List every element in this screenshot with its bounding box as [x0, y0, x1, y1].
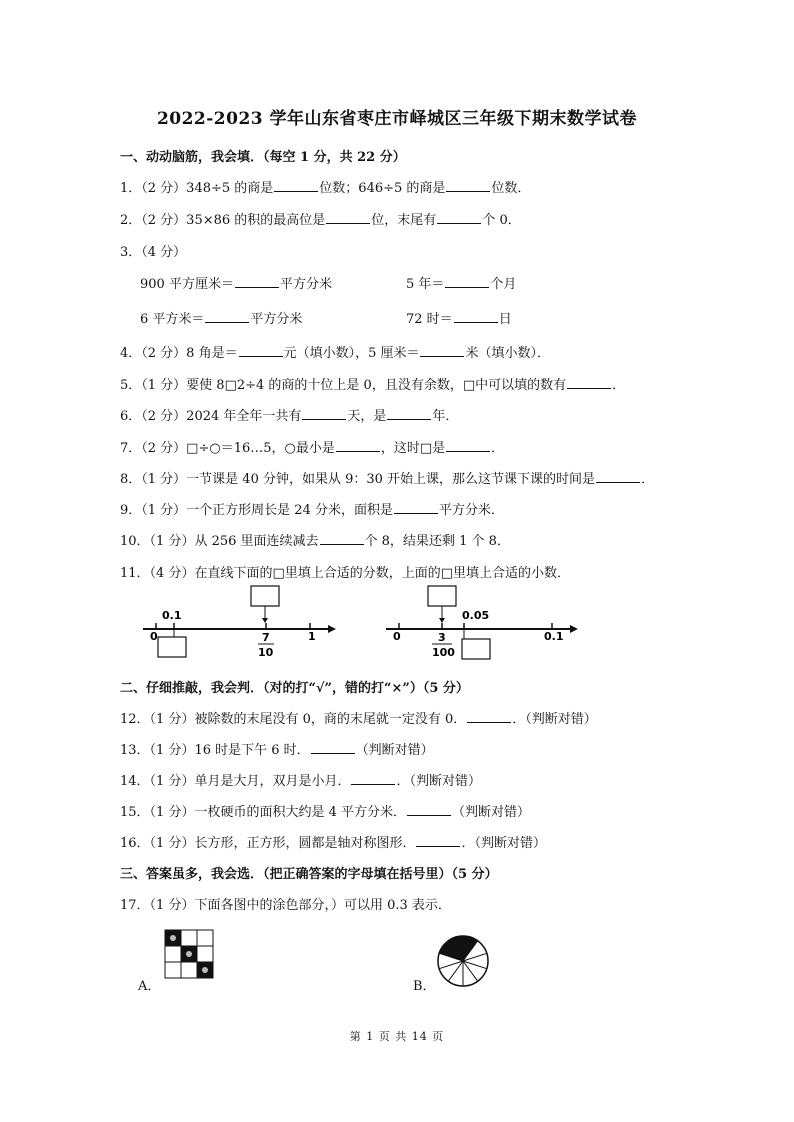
section-3-heading: 三、答案虽多，我会选．（把正确答案的字母填在括号里）（5 分） [120, 867, 498, 882]
q2-text-a: 2．（2 分）35×86 的积的最高位是 [120, 213, 326, 228]
q2-text-c: 个 0． [482, 213, 521, 228]
q2-text-b: 位，末尾有 [371, 213, 437, 228]
label-0.05: 0.05 [462, 609, 490, 622]
answer-blank[interactable] [437, 211, 481, 224]
decimal-answer-box[interactable] [428, 586, 456, 606]
q14-text-a: 14．（1 分）单月是大月，双月是小月． [120, 774, 351, 789]
fraction-denominator: 100 [432, 646, 455, 659]
question-13 [120, 739, 434, 758]
grid-cell [197, 930, 213, 946]
answer-blank[interactable] [274, 179, 318, 192]
q3-text: 平方分米 [279, 277, 332, 292]
number-line-1 [138, 585, 338, 663]
q3-item-4 [406, 308, 512, 327]
q3-text: 平方分米 [250, 312, 303, 327]
q3-item-2 [406, 273, 516, 292]
q3-item-1 [140, 273, 332, 292]
answer-blank[interactable] [311, 741, 355, 754]
section-2-heading: 二、仔细推敲，我会判．（对的打“√”，错的打“×”）（5 分） [120, 681, 469, 696]
question-6 [120, 405, 458, 424]
question-4 [120, 342, 550, 361]
arrow-down-icon [439, 618, 445, 623]
question-16 [120, 832, 546, 851]
q15-text-b: （判断对错） [451, 805, 530, 820]
q8-text-b: ． [641, 472, 655, 487]
arrow-head-icon [570, 625, 578, 633]
label-0: 0 [150, 630, 158, 643]
answer-blank[interactable] [326, 211, 370, 224]
answer-blank[interactable] [445, 275, 489, 288]
q3-text: 5 年＝ [406, 277, 445, 292]
question-14 [120, 770, 481, 789]
q12-text-a: 12．（1 分）被除数的末尾没有 0，商的末尾就一定没有 0． [120, 712, 467, 727]
q3-text: 日 [498, 312, 512, 327]
answer-blank[interactable] [454, 310, 498, 323]
shade-highlight [186, 951, 192, 957]
question-10 [120, 530, 510, 549]
shade-highlight [170, 935, 176, 941]
answer-blank[interactable] [446, 439, 490, 452]
q1-text-b: 位数；646÷5 的商是 [319, 181, 446, 196]
question-3-head: 3．（4 分） [120, 245, 187, 260]
option-a-grid-figure[interactable] [164, 929, 216, 983]
q7-text-c: ． [491, 441, 505, 456]
answer-blank[interactable] [467, 710, 511, 723]
q10-text-b: 个 8，结果还剩 1 个 8． [364, 534, 510, 549]
option-b-circle-figure[interactable] [436, 934, 490, 988]
answer-blank[interactable] [387, 407, 431, 420]
q3-text: 900 平方厘米＝ [140, 277, 234, 292]
q16-text-a: 16．（1 分）长方形，正方形，圆都是轴对称图形． [120, 836, 416, 851]
sector-line [463, 961, 478, 981]
q8-text-a: 8．（1 分）一节课是 40 分钟，如果从 9：30 开始上课，那么这节课下课的时间是 [120, 472, 596, 487]
q3-text: 72 时＝ [406, 312, 453, 327]
answer-blank[interactable] [407, 803, 451, 816]
answer-blank[interactable] [320, 532, 364, 545]
q3-item-3 [140, 308, 302, 327]
q14-text-b: ．（判断对错） [396, 774, 481, 789]
answer-blank[interactable] [351, 772, 395, 785]
sector-line [463, 961, 487, 969]
question-7 [120, 437, 504, 456]
q12-text-b: ．（判断对错） [512, 712, 597, 727]
answer-blank[interactable] [302, 407, 346, 420]
q1-text-c: 位数． [491, 181, 531, 196]
label-0.1: 0.1 [162, 609, 182, 622]
grid-cell [165, 946, 181, 962]
q4-text-b: 元（填小数），5 厘米＝ [283, 346, 420, 361]
q3-text: 6 平方米＝ [140, 312, 205, 327]
answer-blank[interactable] [446, 179, 490, 192]
option-b-label[interactable]: B． [413, 979, 436, 994]
grid-cell [181, 930, 197, 946]
question-5 [120, 374, 625, 393]
page-footer: 第 1 页 共 14 页 [349, 1030, 445, 1043]
q6-text-a: 6．（2 分）2024 年全年一共有 [120, 409, 302, 424]
q4-text-c: 米（填小数）． [465, 346, 550, 361]
fraction-denominator: 10 [258, 646, 274, 659]
q9-text-a: 9．（1 分）一个正方形周长是 24 分米，面积是 [120, 503, 393, 518]
q5-text-a: 5．（1 分）要使 8□2÷4 的商的十位上是 0，且没有余数，□中可以填的数有 [120, 378, 567, 393]
answer-blank[interactable] [596, 470, 640, 483]
fraction-numerator: 7 [262, 631, 270, 644]
q4-text-a: 4．（2 分）8 角是＝ [120, 346, 238, 361]
grid-cell [197, 946, 213, 962]
q13-text-b: （判断对错） [355, 743, 434, 758]
question-2 [120, 209, 521, 228]
decimal-answer-box[interactable] [251, 586, 279, 606]
q5-text-b: ． [612, 378, 626, 393]
question-11: 11．（4 分）在直线下面的□里填上合适的分数，上面的□里填上合适的小数． [120, 566, 571, 581]
question-12 [120, 708, 597, 727]
grid-cell [165, 962, 181, 978]
label-0: 0 [393, 630, 401, 643]
question-9 [120, 499, 504, 518]
answer-blank[interactable] [239, 344, 283, 357]
answer-blank[interactable] [567, 376, 611, 389]
q9-text-b: 平方分米． [438, 503, 504, 518]
question-17: 17．（1 分）下面各图中的涂色部分，）可以用 0.3 表示． [120, 898, 451, 913]
page-title: 2022-2023 学年山东省枣庄市峄城区三年级下期末数学试卷 [156, 109, 638, 129]
label-1: 1 [308, 630, 316, 643]
number-line-2 [382, 585, 582, 663]
question-8 [120, 468, 654, 487]
section-1-heading: 一、动动脑筋，我会填．（每空 1 分，共 22 分） [120, 150, 406, 165]
arrow-head-icon [328, 625, 336, 633]
arrow-down-icon [262, 618, 268, 623]
q16-text-b: ．（判断对错） [461, 836, 546, 851]
answer-blank[interactable] [420, 344, 464, 357]
answer-blank[interactable] [394, 501, 438, 514]
q3-text: 个月 [490, 277, 517, 292]
q13-text-a: 13．（1 分）16 时是下午 6 时． [120, 743, 310, 758]
q7-text-a: 7．（2 分）□÷○＝16…5，○最小是 [120, 441, 335, 456]
answer-blank[interactable] [205, 310, 249, 323]
fraction-answer-box[interactable] [158, 637, 186, 657]
fraction-answer-box[interactable] [462, 639, 490, 659]
q6-text-b: 天，是 [347, 409, 387, 424]
q6-text-c: 年． [432, 409, 459, 424]
question-1 [120, 177, 530, 196]
answer-blank[interactable] [336, 439, 380, 452]
label-0.1: 0.1 [544, 630, 564, 643]
q7-text-b: ，这时□是 [380, 441, 446, 456]
shade-highlight [202, 967, 208, 973]
grid-cell [181, 962, 197, 978]
answer-blank[interactable] [416, 834, 460, 847]
question-15 [120, 801, 530, 820]
q1-text-a: 1．（2 分）348÷5 的商是 [120, 181, 274, 196]
q15-text-a: 15．（1 分）一枚硬币的面积大约是 4 平方分米． [120, 805, 406, 820]
option-a-label[interactable]: A． [138, 979, 161, 994]
q10-text-a: 10．（1 分）从 256 里面连续减去 [120, 534, 319, 549]
fraction-numerator: 3 [438, 631, 446, 644]
answer-blank[interactable] [235, 275, 279, 288]
